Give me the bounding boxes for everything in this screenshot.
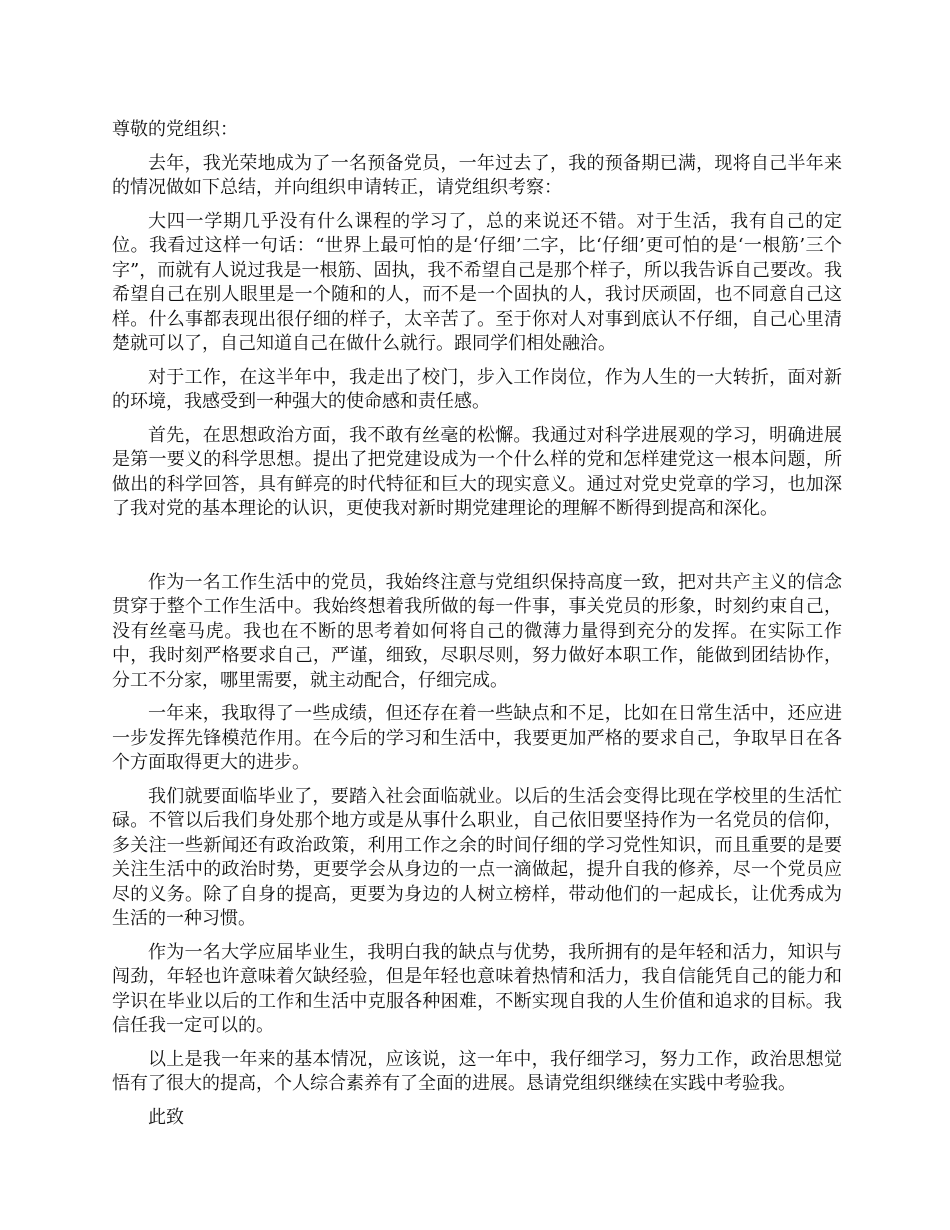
paragraph-summary: 以上是我一年来的基本情况，应该说，这一年中，我仔细学习，努力工作，政治思想觉悟有了很大的提高，个人综合素养有了全面的进展。恳请党组织继续在实践中考验我。: [112, 1048, 842, 1094]
paragraph-work: 对于工作，在这半年中，我走出了校门，步入工作岗位，作为人生的一大转折，面对新的环境，我感受到一种强大的使命感和责任感。: [112, 366, 842, 412]
paragraph-intro: 去年，我光荣地成为了一名预备党员，一年过去了，我的预备期已满，现将自己半年来的情况做如下总结，并向组织申请转正，请党组织考察：: [112, 152, 842, 198]
paragraph-strengths: 作为一名大学应届毕业生，我明白我的缺点与优势，我所拥有的是年轻和活力，知识与闯劲，年轻也许意味着欠缺经验，但是年轻也意味着热情和活力，我自信能凭自己的能力和学识在毕业以后的工作和生活中克服各种困难，不断实现自我的人生价值和追求的目标。我信任我一定可以的。: [112, 941, 842, 1036]
paragraph-politics: 首先，在思想政治方面，我不敢有丝毫的松懈。我通过对科学进展观的学习，明确进展是第一要义的科学思想。提出了把党建设成为一个什么样的党和怎样建党这一根本问题，所做出的科学回答，具有鲜亮的时代特征和巨大的现实意义。通过对党史党章的学习，也加深了我对党的基本理论的认识，更使我对新时期党建理论的理解不断得到提高和深化。: [112, 424, 842, 519]
paragraph-party-member: 作为一名工作生活中的党员，我始终注意与党组织保持高度一致，把对共产主义的信念贯穿于整个工作生活中。我始终想着我所做的每一件事，事关党员的形象，时刻约束自己，没有丝毫马虎。我也在不断的思考着如何将自己的微薄力量得到充分的发挥。在实际工作中，我时刻严格要求自己，严谨，细致，尽职尽则，努力做好本职工作，能做到团结协作，分工不分家，哪里需要，就主动配合，仔细完成。: [112, 571, 842, 691]
section-gap: [112, 531, 842, 571]
paragraph-life: 大四一学期几乎没有什么课程的学习了，总的来说还不错。对于生活，我有自己的定位。我看过这样一句话：“世界上最可怕的是‘仔细’二字，比‘仔细’更可怕的是‘一根筋’三个字”，而就有人说过我是一根筋、固执，我不希望自己是那个样子，所以我告诉自己要改。我希望自己在别人眼里是一个随和的人，而不是一个固执的人，我讨厌顽固，也不同意自己这样。什么事都表现出很仔细的样子，太辛苦了。至于你对人对事到底认不仔细，自己心里清楚就可以了，自己知道自己在做什么就行。跟同学们相处融洽。: [112, 210, 842, 354]
closing: 此致: [148, 1106, 184, 1128]
letter-body: [112, 118, 842, 1130]
paragraph-achievements: 一年来，我取得了一些成绩，但还存在着一些缺点和不足，比如在日常生活中，还应进一步发挥先锋模范作用。在今后的学习和生活中，我要更加严格的要求自己，争取早日在各个方面取得更大的进步。: [112, 703, 842, 773]
salutation: 尊敬的党组织：: [112, 119, 238, 140]
paragraph-graduation: 我们就要面临毕业了，要踏入社会面临就业。以后的生活会变得比现在学校里的生活忙碌。不管以后我们身处那个地方或是从事什么职业，自己依旧要坚持作为一名党员的信仰，多关注一些新闻还有政治政策，利用工作之余的时间仔细的学习党性知识，而且重要的是要关注生活中的政治时势，更要学会从身边的一点一滴做起，提升自我的修养，尽一个党员应尽的义务。除了自身的提高，更要为身边的人树立榜样，带动他们的一起成长，让优秀成为生活的一种习惯。: [112, 785, 842, 929]
